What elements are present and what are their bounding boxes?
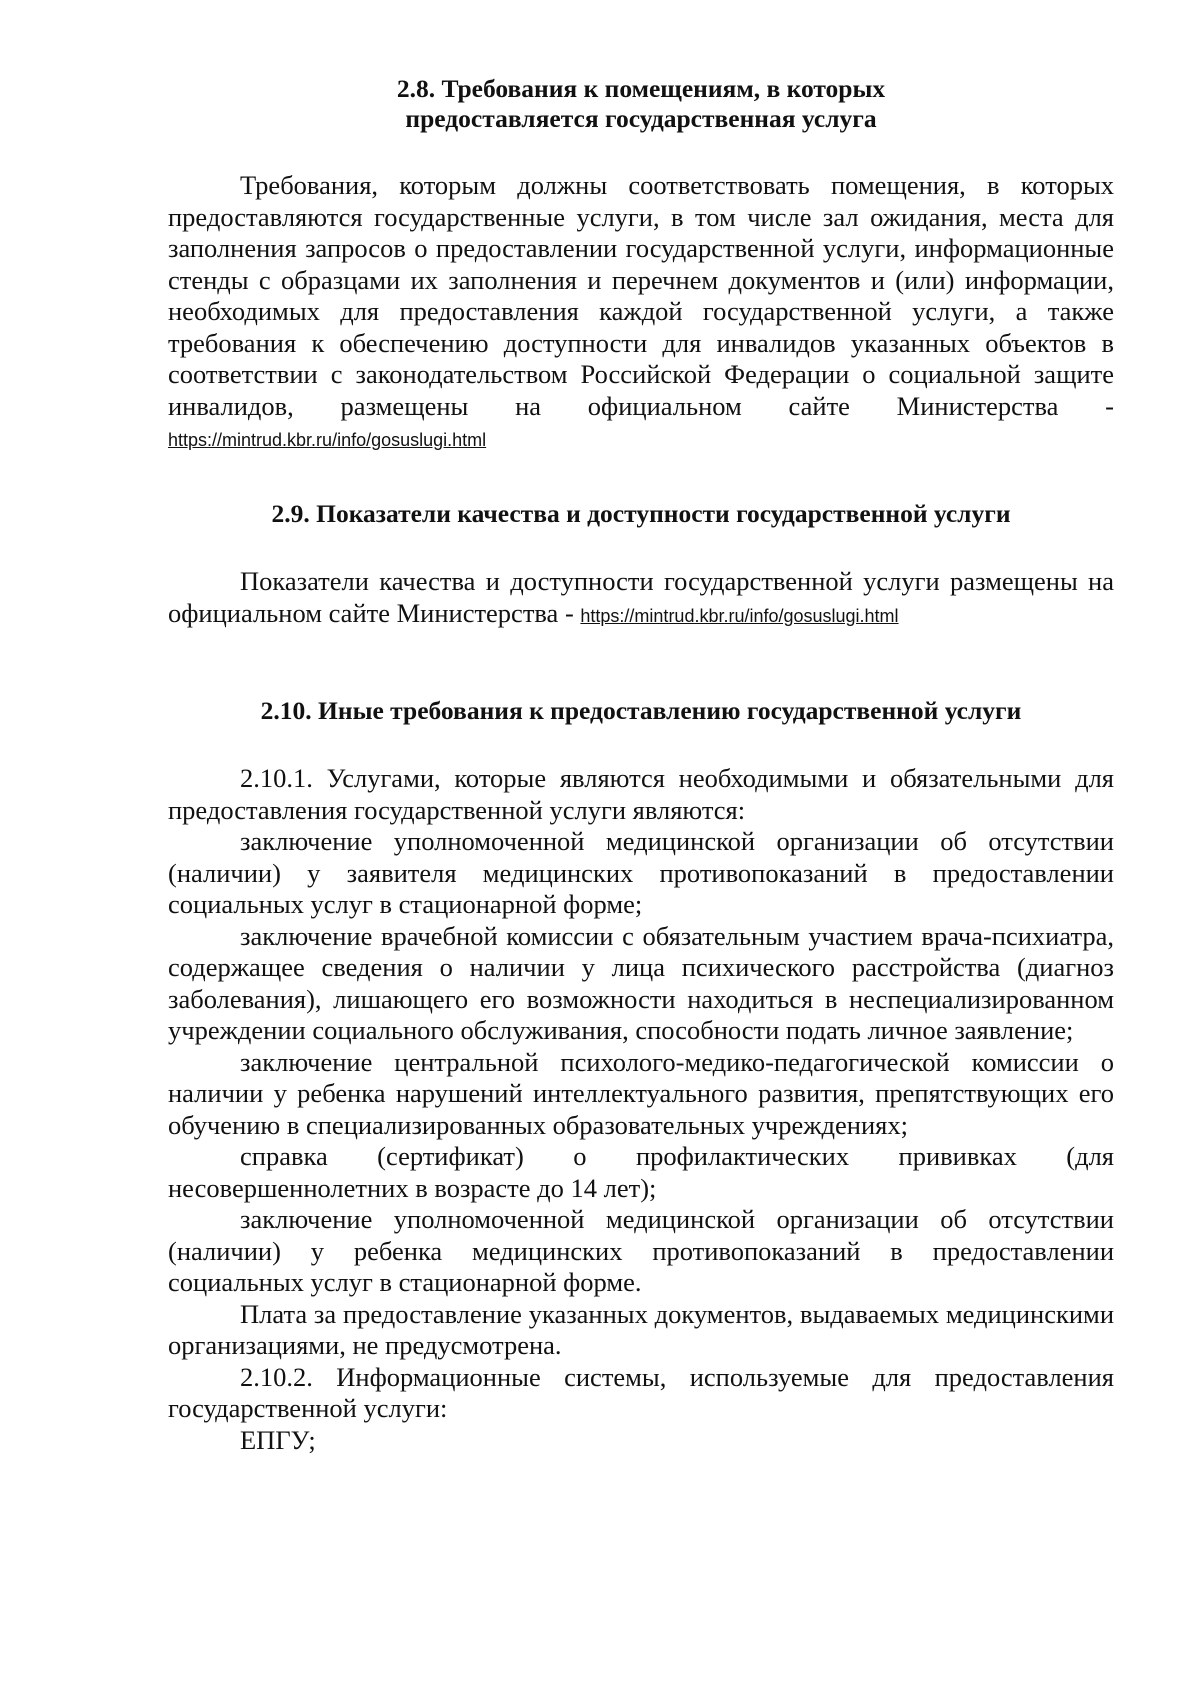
paragraph [168,566,1114,632]
paragraph-vaccination-certificate: справка (сертификат) о профилактических прививках (для несовершеннолетних в возрасте до 14 лет); [168,1141,1114,1203]
paragraph-med-conclusion-child: заключение уполномоченной медицинской организации об отсутствии (наличии) у ребенка медицинских противопоказаний в предоставлении социальных услуг в стационарной форме. [168,1204,1114,1297]
paragraph [168,170,1114,457]
paragraph-2-10-1: 2.10.1. Услугами, которые являются необходимыми и обязательными для предоставления государственной услуги являются: [168,763,1114,825]
section-2-9-heading [168,499,1114,529]
paragraph-fee: Плата за предоставление указанных документов, выдаваемых медицинскими организациями, не предусмотрена. [168,1298,1114,1360]
section-2-8-body [168,170,1114,457]
section-2-10-body [168,763,1114,1456]
heading-line-2: предоставляется государственная услуга [405,104,877,133]
section-2-10-heading [168,696,1114,726]
heading: 2.10. Иные требования к предоставлению государственной услуги [260,696,1022,725]
paragraph-text: Показатели качества и доступности государственной услуги размещены на официальном сайте Министерства - [168,566,1114,628]
section-2-8-heading [168,74,1114,134]
ministry-link[interactable]: https://mintrud.kbr.ru/info/gosuslugi.html [580,605,899,626]
paragraph-pmpk: заключение центральной психолого-медико-педагогической комиссии о наличии у ребенка нарушений интеллектуального развития, препятствующих его обучению в специализированных образовательных учреждениях; [168,1046,1114,1140]
paragraph-2-10-2: 2.10.2. Информационные системы, используемые для предоставления государственной услуги: [168,1361,1114,1423]
heading-line-1: 2.8. Требования к помещениям, в которых [396,74,886,103]
paragraph-med-conclusion-applicant: заключение уполномоченной медицинской организации об отсутствии (наличии) у заявителя медицинских противопоказаний в предоставлении социальных услуг в стационарной форме; [168,826,1114,919]
ministry-link[interactable]: https://mintrud.kbr.ru/info/gosuslugi.html [168,430,487,450]
paragraph-medical-commission: заключение врачебной комиссии с обязательным участием врача-психиатра, содержащее сведения о наличии у лица психического расстройства (диагноз заболевания), лишающего его возможности находиться в неспециализированном учреждении социального обслуживания, способности подать личное заявление; [168,920,1114,1045]
paragraph-text: Требования, которым должны соответствовать помещения, в которых предоставляются государственные услуги, в том числе зал ожидания, места для заполнения запросов о предоставлении государственной услуги, информационные стенды с образцами их заполнения и перечнем документов и (или) информации, необходимых для предоставления каждой государственной услуги, а также требования к обеспечению доступности для инвалидов указанных объектов в соответствии с законодательством Российской Федерации о социальной защите инвалидов, размещены на официальном сайте Министерства - [168,170,1114,421]
section-2-9-body [168,566,1114,632]
paragraph-epgu: ЕПГУ; [240,1424,316,1455]
heading: 2.9. Показатели качества и доступности государственной услуги [271,499,1011,528]
